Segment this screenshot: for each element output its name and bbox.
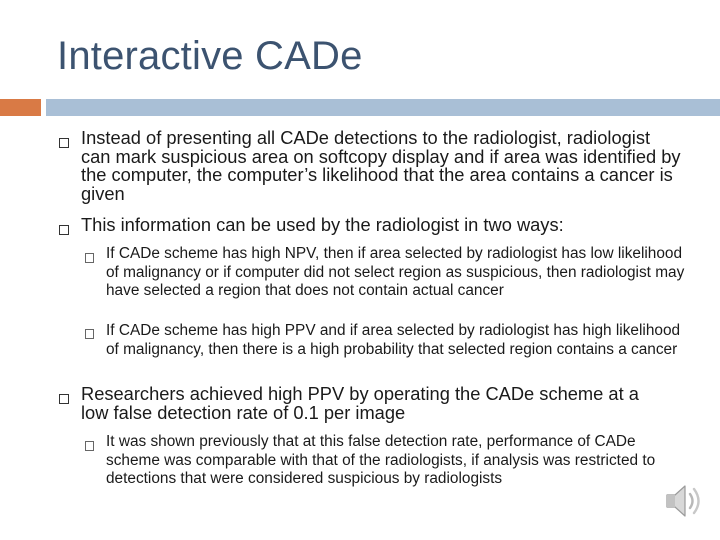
- bullet-text: Researchers achieved high PPV by operating the CADe scheme at a low false detection rate of 0.1 per image: [81, 383, 639, 423]
- sub-bullet-text: If CADe scheme has high PPV and if area selected by radiologist has high likelihood of malignancy, then there is a high probability that selected region contains a cancer: [106, 322, 681, 358]
- sub-bullet-text: It was shown previously that at this false detection rate, performance of CADe scheme was comparable with that of the radiologists, if analysis was restricted to detections that were considered suspicious by radiologists: [106, 433, 656, 488]
- square-bullet-icon: [85, 253, 94, 263]
- square-bullet-icon: [59, 225, 69, 235]
- square-bullet-icon: [59, 394, 69, 404]
- square-bullet-icon: [85, 441, 94, 451]
- bullet-text: This information can be used by the radiologist in two ways:: [81, 214, 564, 235]
- speaker-icon[interactable]: [661, 478, 707, 524]
- speaker-icon-graphic: [661, 478, 707, 524]
- sub-bullet-text: If CADe scheme has high NPV, then if area selected by radiologist has low likelihood of malignancy or if computer did not select region as suspicious, then radiologist may have selected a region that does not contain actual cancer: [106, 245, 685, 300]
- square-bullet-icon: [85, 329, 94, 339]
- square-bullet-icon: [59, 138, 69, 148]
- slide-title: Interactive CADe: [57, 34, 363, 78]
- bullet-text: Instead of presenting all CADe detections to the radiologist, radiologist can mark suspicious area on softcopy display and if area was identified by the computer, the computer’s likelihood that the area contains a cancer is given: [81, 127, 681, 204]
